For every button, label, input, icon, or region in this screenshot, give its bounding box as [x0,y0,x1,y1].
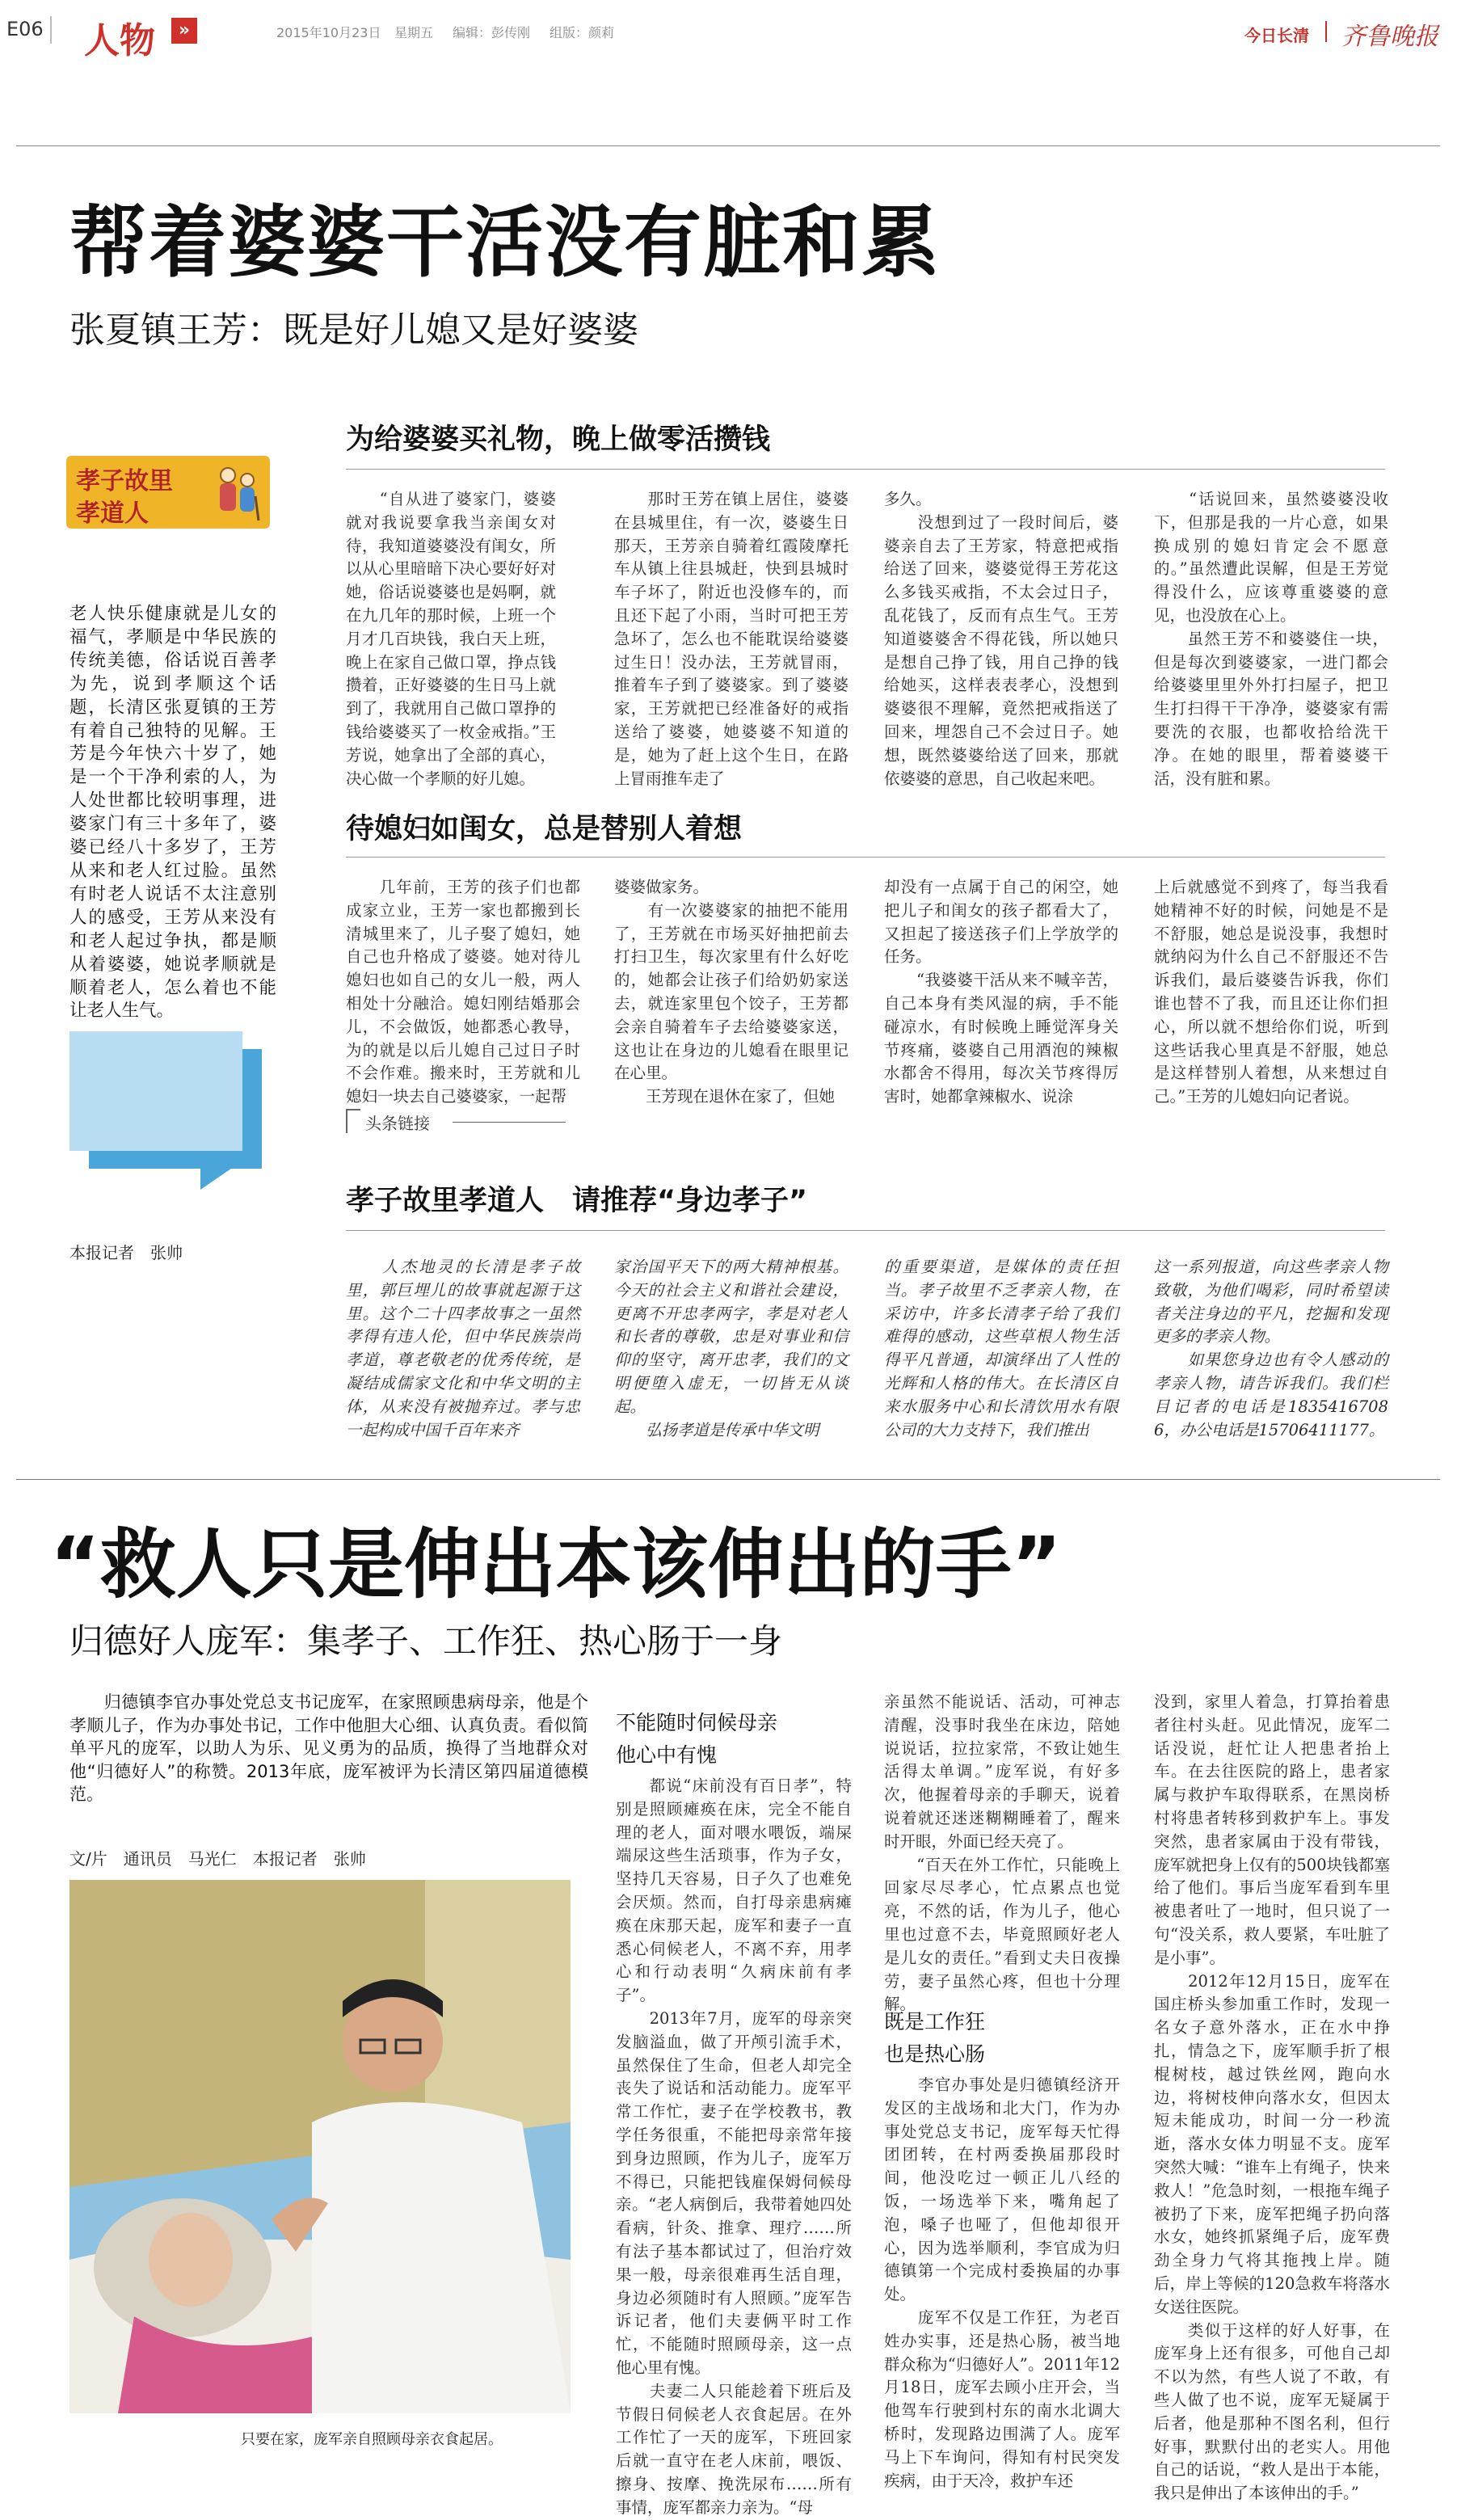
story1-sec1-title: 为给婆婆买礼物，晚上做零活攒钱 [346,424,771,456]
story2-headline: “救人只是伸出本该伸出的手” [50,1521,1062,1609]
badge-line2: 孝道人 [76,499,149,528]
story2-col1-title-a: 不能随时伺候母亲 [616,1711,778,1734]
story1-sec3-title: 孝子故里孝道人 请推荐“身边孝子” [346,1185,808,1217]
story2-col2-text-b: 李官办事处是归德镇经济开发区的主战场和北大门，作为办事处党总支书记，庞军每天忙得团团转，在村两委换届那段时间，他没吃过一顿正儿八经的饭，一场选举下来，嘴角起了泡，嗓子也哑了，但他却很开心，因为选举顺利，李官成为归德镇第一个完成村委换届的办事处。 庞军不仅是工作狂，为老百姓办实事，还是热心肠，被当地群众称为“归德好人”。2011年12月18日，庞军去顾小庄开会，当他驾车行驶到村东的南水北调大桥时，发现路边围满了人。庞军马上下车询问，得知有村民突发疾病，由于天冷，救护车还 [884,2075,1120,2490]
column-tag: 今日长清 [1244,26,1309,45]
toutiao-bracket [346,1109,360,1133]
paper-logo: 齐鲁晚报 [1341,23,1438,51]
story1-sec2-col4: 上后就感觉不到疼了，每当我看她精神不好的时候，问她是不是不舒服，她总是说没事，我想时就纳闷为什么自己不舒服还不告诉我们，最后婆婆告诉我，你们谁也替不了我，而且还让你们担心，所以就不想给你们说，听到这些话我心里真是不舒服，她总是这样替别人着想，从来想过自己。”王芳的儿媳妇向记者说。 [1154,878,1388,1106]
story2-col1-text: 都说“床前没有百日孝”，特别是照顾瘫痪在床，完全不能自理的老人，面对喂水喂饭，端屎端尿这些生活琐事，作为子女，坚持几天容易，日子久了也难免会厌烦。然而，自打母亲患病瘫痪在床那天起，庞军和妻子一直悉心伺候老人，不离不弃，用孝心和行动表明“久病床前有孝子”。 2013年7月，庞军的母亲突发脑溢血，做了开颅引流手术，虽然保住了生命，但老人却完全丧失了说话和活动能力。庞军平常工作忙，妻子在学校教书，教学任务很重，不能把母亲常年接到身边照顾，作为儿子，庞军万不得已，只能把钱雇保姆伺候母亲。“老人病倒后，我带着她四处看病，针灸、推拿、理疗……所有法子基本都试过了，但治疗效果一般，母亲很难再生活自理，身边必须随时有人照顾。”庞军告诉记者，他们夫妻俩平时工作忙，不能随时照顾母亲，这一点他心里有愧。 夫妻二人只能趁着下班后及节假日伺候老人衣食起居。在外工作忙了一天的庞军，下班回家后就一直守在老人床前，喂饭、擦身、按摩、挽洗尿布……所有事情，庞军都亲力亲为。“母 [616,1776,852,2517]
section-arrow-icon: » [171,18,197,44]
sec3-rule [346,1230,1385,1231]
topic-badge [66,456,270,529]
story1-sec3-col3: 的重要渠道，是媒体的责任担当。孝子故里不乏孝亲人物，在采访中，许多长清孝子给了我们难得的感动，这些草根人物生活得平凡普通，却演绎出了人性的光辉和人格的伟大。在长清区自来水服务中心和长清饮用水有限公司的大力支持下，我们推出 [884,1258,1118,1439]
story1-sec2-col3: 却没有一点属于自己的闲空，她把儿子和闺女的孩子都看大了，又担起了接送孩子们上学放学的任务。 “我婆婆干活从来不喊辛苦，自己本身有类风湿的病，手不能碰凉水，有时候晚上睡觉浑身关节疼痛，婆婆自己用酒泡的辣椒水都舍不得用，每次关节疼得厉害时，她都拿辣椒水、说涂 [884,878,1118,1106]
story1-sec3-col2: 家治国平天下的两大精神根基。今天的社会主义和谐社会建设，更离不开忠孝两字，孝是对老人和长者的尊敬，忠是对事业和信仰的坚守，离开忠孝，我们的文明便堕入虚无，一切皆无从谈起。 弘扬孝道是传承中华文明 [614,1258,849,1439]
story2-col1-title-b: 他心中有愧 [616,1743,718,1767]
link-box-tail [200,1169,231,1190]
header-rule [16,145,1440,146]
story1-sec2-title: 待媳妇如闺女，总是替别人着想 [346,813,743,845]
story1-sec1-col2: 那时王芳在镇上居住，婆婆在县城里住，有一次，婆婆生日那天，王芳亲自骑着红霞陵摩托车从镇上往县城赶，快到县城时车子坏了，附近也没修车的，而且还下起了小雨，当时可把王芳急坏了，怎么也不能耽误给婆婆过生日！没办法，王芳就冒雨，推着车子到了婆婆家。到了婆婆家，王芳就把已经准备好的戒指送给了婆婆，她婆婆不知道的是，她为了赶上这个生日，在路上冒雨推车走了 [614,490,849,788]
story2-byline: 文/片 通讯员 马光仁 本报记者 张帅 [69,1849,366,1869]
story2-col2-title-b: 也是热心肠 [884,2042,986,2066]
sec1-rule [346,469,1385,470]
story1-sec3-col1: 人杰地灵的长清是孝子故里，郭巨埋儿的故事就起源于这里。这个二十四孝故事之一虽然孝得有违人伦，但中华民族崇尚孝道，尊老敬老的优秀传统，是凝结成儒家文化和中华文明的主体，从来没有被抛弃过。孝与忠一起构成中国千百年来齐 [346,1258,580,1439]
issue-weekday: 星期五 [394,25,434,40]
header-divider-right [1325,21,1327,42]
story2-col2-title-a: 既是工作狂 [884,2010,986,2033]
story1-intro: 老人快乐健康就是儿女的福气，孝顺是中华民族的传统美德，俗话说百善孝为先，说到孝顺这个话题，长清区张夏镇的王芳有着自己独特的见解。王芳是今年快六十岁了，她是一个干净利索的人，为人处世都比较明事理，进婆家门有三十多年了，婆婆已经八十多岁了，王芳从来和老人红过脸。虽然有时老人说话不太注意别人的感受，王芳从来没有和老人起过争执，都是顺从着婆婆，她说孝顺就是顺着老人，怎么着也不能让老人生气。 [69,604,276,1022]
section-name: 人物 [84,20,155,61]
story1-sec1-col4: “话说回来，虽然婆婆没收下，但那是我的一片心意，如果换成别的媳妇肯定会不愿意的。”虽然遭此误解，但是王芳觉得没什么，应该尊重婆婆的意见，也没放在心上。 虽然王芳不和婆婆住一块，但是每次到婆婆家，一进门都会给婆婆里里外外打扫屋子，把卫生打扫得干干净净，婆婆家有需要洗的衣服，也都收拾给洗干净。在她的眼里，帮着婆婆干活，没有脏和累。 [1154,490,1388,788]
story1-sec2-col2: 婆婆做家务。 有一次婆婆家的抽把不能用了，王芳就在市场买好抽把前去打扫卫生，每次家里有什么好吃的，她都会让孩子们给奶奶家送去，就连家里包个饺子，王芳都会亲自骑着车子去给婆婆家送，这也让在身边的儿媳看在眼里记在心里。 王芳现在退休在家了，但她 [614,878,849,1106]
sec2-rule [346,857,1385,858]
link-box [69,1031,242,1151]
header-divider-left [50,16,52,44]
photo-caption: 只要在家，庞军亲自照顾母亲衣食起居。 [241,2431,503,2448]
story1-sec1-col1: “自从进了婆家门，婆婆就对我说要拿我当亲闺女对待，我知道婆婆没有闺女，所以从心里暗暗下决心要好好对她，俗话说婆婆也是妈啊，就在九几年的那时候，上班一个月才几百块钱，我白天上班，晚上在家自己做口罩，挣点钱攒着，正好婆婆的生日马上就到了，我就用自己做口罩挣的钱给婆婆买了一枚金戒指。”王芳说，她拿出了全部的真心，决心做一个孝顺的好儿媳。 [346,490,556,788]
story1-sec1-col3: 多久。 没想到过了一段时间后，婆婆亲自去了王芳家，特意把戒指给送了回来，婆婆觉得王芳花这么多钱买戒指，不太会过日子，乱花钱了，反而有点生气。王芳知道婆婆舍不得花钱，所以她只是想自己挣了钱，用自己挣的钱给她买，这样表表孝心，没想到婆婆很不理解，竟然把戒指送了回来，埋怨自己不会过日子。她想，既然婆婆给送了回来，那就依婆婆的意思，自己收起来吧。 [884,490,1118,788]
page-number: E06 [6,18,44,40]
issue-date: 2015年10月23日 [276,25,381,40]
story1-headline: 帮着婆婆干活没有脏和累 [69,197,941,288]
badge-line1: 孝子故里 [76,467,173,495]
story-divider [16,1479,1440,1480]
story1-sec3-col4: 这一系列报道，向这些孝亲人物致敬，为他们喝彩，同时希望读者关注身边的平凡，挖掘和发现更多的孝亲人物。 如果您身边也有令人感动的孝亲人物，请告诉我们。我们栏目记者的电话是18354167086，办公电话是15706411177。 [1154,1258,1388,1439]
story2-col2-text-a: 亲虽然不能说话、活动，可神志清醒，没事时我坐在床边，陪她说说话，拉拉家常，不致让她生活得太单调。”庞军说，有好多次，他握着母亲的手聊天，说着说着就还迷迷糊糊睡着了，醒来时开眼，外面已经天亮了。 “百天在外工作忙，只能晚上回家尽尽孝心，忙点累点也觉亮，不然的话，作为儿子，他心里也过意不去，毕竟照顾好老人是儿女的责任。”看到丈夫日夜操劳，妻子虽然心疼，但也十分理解。 [884,1692,1120,2014]
story-photo [69,1880,571,2413]
story1-subhead: 张夏镇王芳：既是好儿媳又是好婆婆 [69,310,638,351]
editor-credit: 编辑：彭传刚 [453,25,531,40]
story1-sec2-col1: 几年前，王芳的孩子们也都成家立业，王芳一家也都搬到长清城里来了，儿子娶了媳妇，她自己也升格成了婆婆。她对待儿媳妇也如自己的女儿一般，两人相处十分融洽。媳妇刚结婚那会儿，不会做饭，她都悉心教导，为的就是以后儿媳自己过日子时不会作难。搬来时，王芳就和儿媳妇一块去自己婆婆家，一起帮 [346,878,580,1106]
story2-col3-text: 没到，家里人着急，打算抬着患者往村头赶。见此情况，庞军二话没说，赶忙让人把患者抬上车。在去往医院的路上，患者家属与救护车取得联系，在黑岗桥村将患者转移到救护车上。事发突然，患者家属由于没有带钱，庞军就把身上仅有的500块钱都塞给了他们。事后当庞军看到车里被患者吐了一地时，但只说了一句“没关系，救人要紧，车吐脏了是小事”。 2012年12月15日，庞军在国庄桥头参加重工作时，发现一名女子意外落水，正在水中挣扎，情急之下，庞军顺手折了根棍树枝，越过铁丝网，跑向水边，将树枝伸向落水女，但因太短未能成功，时间一分一秒流逝，落水女体力明显不支。庞军突然大喊：“谁车上有绳子，快来救人！”危急时刻，一根拖车绳子被扔了下来，庞军把绳子扔向落水女，她终抓紧绳子后，庞军费劲全身力气将其拖拽上岸。随后，岸上等候的120急救车将落水女送往医院。 类似于这样的好人好事，在庞军身上还有很多，可他自己却不以为然，有些人说了不敢，有些人做了也不说，庞军无疑属于后者，他是那种不图名利，但行好事，默默付出的老实人。用他自己的话说，“救人是出于本能，我只是伸出了本该伸出的手。” [1154,1692,1390,2503]
layout-credit: 组版：颜莉 [550,25,615,40]
toutiao-label: 头条链接 [365,1114,430,1133]
story1-byline: 本报记者 张帅 [69,1243,183,1262]
story2-subhead: 归德好人庞军：集孝子、工作狂、热心肠于一身 [69,1621,783,1661]
toutiao-rule [453,1122,566,1123]
family-illustration-icon [215,464,260,522]
story2-intro: 归德镇李官办事处党总支书记庞军，在家照顾患病母亲，他是个孝顺儿子，作为办事处书记，工作中他胆大心细、认真负责。看似简单平凡的庞军，以助人为乐、见义勇为的品质，换得了当地群众对他“归德好人”的称赞。2013年底，庞军被评为长清区第四届道德模范。 [69,1692,588,1805]
